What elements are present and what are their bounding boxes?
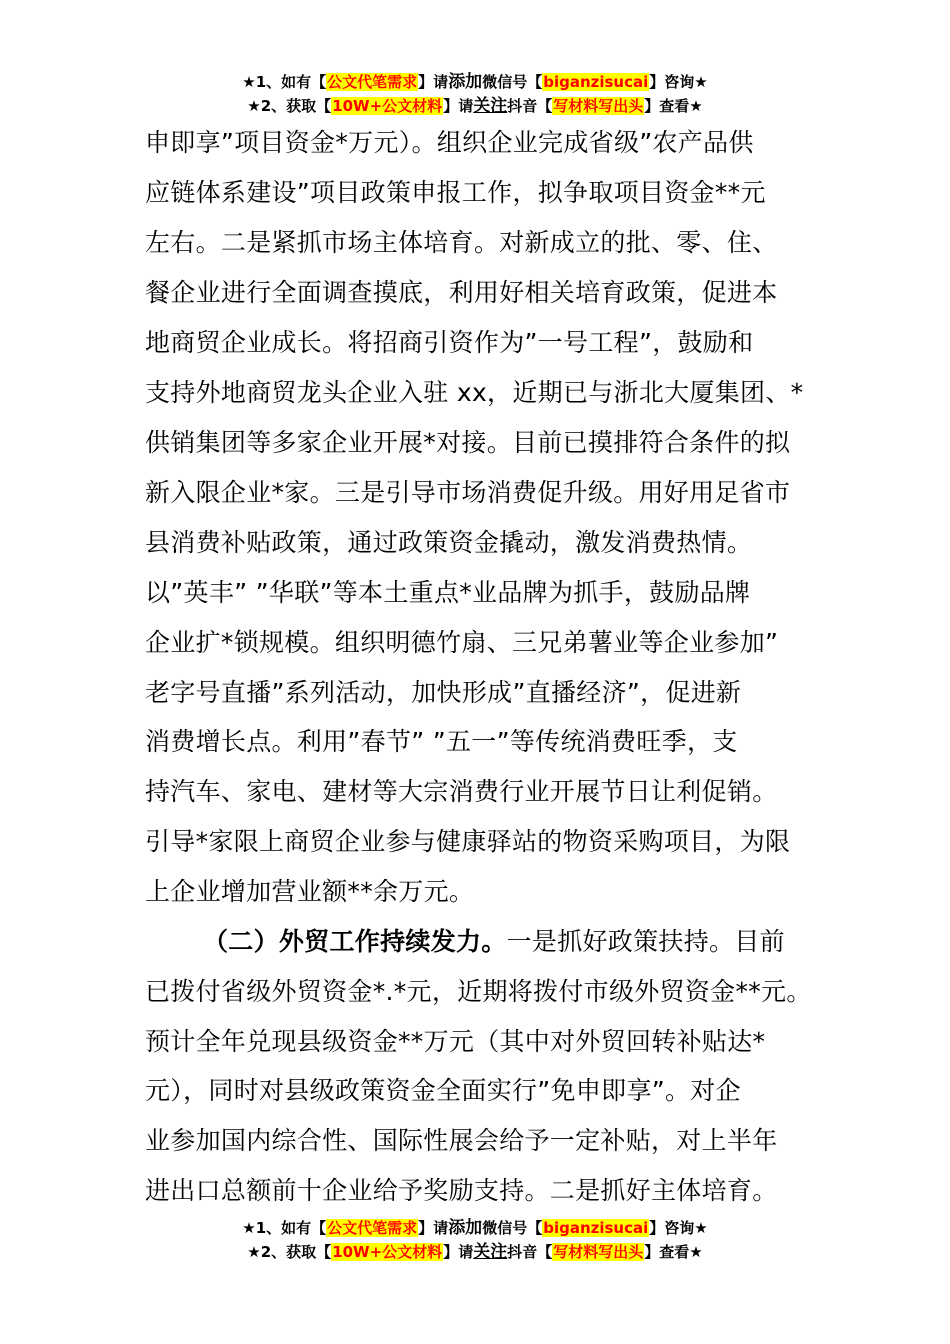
banner-text: 】查看★ — [644, 97, 703, 115]
banner-text: 】咨询★ — [649, 73, 708, 91]
body-line: 地商贸企业成长。将招商引资作为”一号工程”，鼓励和 — [145, 328, 754, 357]
body-line: 持汽车、家电、建材等大宗消费行业开展节日让利促销。 — [145, 777, 778, 806]
banner-text-underlined: 关注 — [473, 96, 508, 116]
body-line: 消费增长点。利用”春节” ”五一”等传统消费旺季，支 — [145, 727, 738, 756]
body-line: 县消费补贴政策，通过政策资金撬动，激发消费热情。 — [145, 528, 753, 557]
footer-banner — [0, 1216, 950, 1264]
header-banner — [0, 70, 950, 118]
banner-text: 抖音【 — [507, 1243, 553, 1261]
wechat-id-highlight: biganzisucai — [543, 1219, 649, 1237]
body-line: 预计全年兑现县级资金**万元（其中对外贸回转补贴达* — [145, 1027, 766, 1056]
douyin-id-highlight: 写材料写出头 — [553, 1243, 644, 1261]
body-line: 业参加国内综合性、国际性展会给予一定补贴，对上半年 — [145, 1126, 778, 1155]
banner-text: 】请 — [418, 73, 449, 91]
banner-text-underlined: 关注 — [473, 1242, 508, 1262]
banner-line-2 — [0, 1240, 950, 1264]
banner-line-1 — [0, 70, 950, 94]
body-line: 新入限企业*家。三是引导市场消费促升级。用好用足省市 — [145, 478, 791, 507]
banner-text: 微信号【 — [482, 73, 543, 91]
body-line: 左右。二是紧抓市场主体培育。对新成立的批、零、住、 — [145, 228, 778, 257]
banner-text: ★1、如有【 — [242, 73, 327, 91]
body-line: 已拨付省级外贸资金*.*元，近期将拨付市级外贸资金**元。 — [145, 977, 812, 1006]
section-heading: （二）外贸工作持续发力。 — [203, 927, 507, 956]
banner-highlight: 公文代笔需求 — [327, 73, 418, 91]
banner-text: 】请 — [443, 97, 474, 115]
banner-text: 】咨询★ — [649, 1219, 708, 1237]
body-line: 支持外地商贸龙头企业入驻 xx，近期已与浙北大厦集团、* — [145, 378, 804, 407]
body-line: 供销集团等多家企业开展*对接。目前已摸排符合条件的拟 — [145, 428, 791, 457]
banner-text: ★2、获取【 — [247, 97, 332, 115]
banner-text: ★1、如有【 — [242, 1219, 327, 1237]
banner-text-large: 添加 — [448, 1218, 483, 1238]
body-line: 上企业增加营业额**余万元。 — [145, 877, 475, 906]
body-line: 引导*家限上商贸企业参与健康驿站的物资采购项目，为限 — [145, 827, 791, 856]
body-line: 应链体系建设”项目政策申报工作，拟争取项目资金**元 — [145, 178, 766, 207]
banner-text: 微信号【 — [482, 1219, 543, 1237]
body-line: 申即享”项目资金*万元）。组织企业完成省级”农产品供 — [145, 128, 754, 157]
banner-highlight: 公文代笔需求 — [327, 1219, 418, 1237]
banner-text: 】请 — [443, 1243, 474, 1261]
body-line: 以”英丰” ”华联”等本土重点*业品牌为抓手，鼓励品牌 — [145, 578, 751, 607]
section-heading-line — [203, 927, 785, 957]
douyin-id-highlight: 写材料写出头 — [553, 97, 644, 115]
wechat-id-highlight: biganzisucai — [543, 73, 649, 91]
banner-text: 】请 — [418, 1219, 449, 1237]
banner-highlight: 10W+公文材料 — [332, 1243, 443, 1261]
banner-text-large: 添加 — [448, 72, 483, 92]
body-line: 进出口总额前十企业给予奖励支持。二是抓好主体培育。 — [145, 1176, 778, 1205]
body-line: 企业扩*锁规模。组织明德竹扇、三兄弟薯业等企业参加” — [145, 628, 779, 657]
banner-line-1 — [0, 1216, 950, 1240]
banner-text: ★2、获取【 — [247, 1243, 332, 1261]
banner-line-2 — [0, 94, 950, 118]
section-heading-rest: 一是抓好政策扶持。目前 — [506, 927, 785, 956]
banner-highlight: 10W+公文材料 — [332, 97, 443, 115]
banner-text: 】查看★ — [644, 1243, 703, 1261]
body-line: 老字号直播”系列活动，加快形成”直播经济”，促进新 — [145, 678, 742, 707]
body-line: 餐企业进行全面调查摸底，利用好相关培育政策，促进本 — [145, 278, 778, 307]
body-line: 元），同时对县级政策资金全面实行”免申即享”。对企 — [145, 1076, 741, 1105]
banner-text: 抖音【 — [507, 97, 553, 115]
